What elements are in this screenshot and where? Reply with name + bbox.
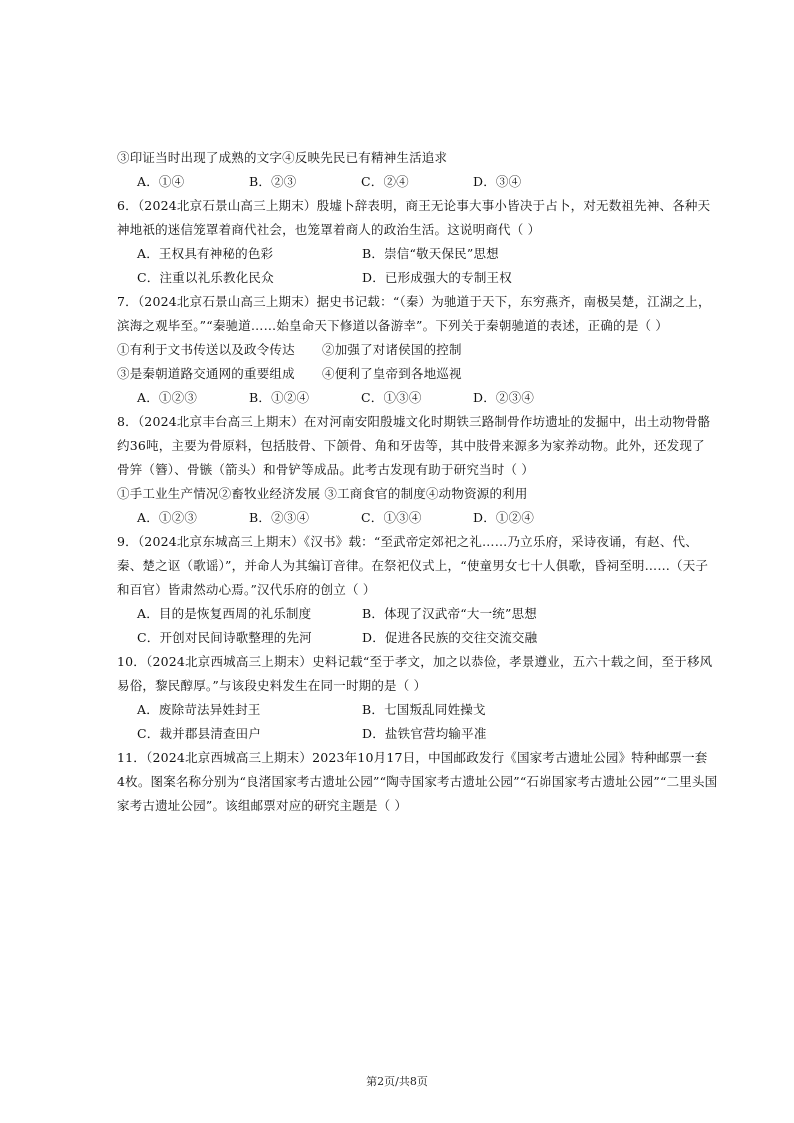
q9-options-row-2 [117, 626, 717, 650]
q10-option-a: A．废除苛法异姓封王 [137, 702, 261, 717]
question-7 [117, 290, 717, 410]
q6-option-b: B．崇信“敬天保民”思想 [362, 246, 499, 261]
page-footer: 第2页/共8页 [366, 1075, 428, 1088]
question-9 [117, 530, 717, 650]
question-6 [117, 194, 717, 290]
q9-stem-line-3: 和百官）皆肃然动心焉。”汉代乐府的创立（ ） [117, 582, 376, 597]
q10-option-d: D．盐铁官营均输平准 [362, 726, 487, 741]
q7-stem-line-1: 7．（2024北京石景山高三上期末）据史书记载：“（秦）为驰道于天下，东穷燕齐，南极吴楚，江湖之上， [117, 294, 711, 309]
q8-stem-line-1: 8．（2024北京丰台高三上期末）在对河南安阳殷墟文化时期铁三路制骨作坊遗址的发掘中，出土动物骨骼 [117, 414, 711, 429]
q10-option-b: B．七国叛乱同姓操戈 [362, 702, 486, 717]
q8-options [117, 506, 717, 530]
q5-option-c: C．②④ [361, 174, 409, 189]
q7-stem-line-2: 滨海之观毕至。”“秦驰道……始皇命天下修道以备游幸”。下列关于秦朝驰道的表述，正确的是（ ） [117, 318, 669, 333]
q11-stem-line-3: 家考古遗址公园”。该组邮票对应的研究主题是（ ） [117, 798, 408, 813]
q6-options-row-1 [117, 242, 717, 266]
q6-stem-line-1: 6．（2024北京石景山高三上期末）殷墟卜辞表明，商王无论事大事小皆决于占卜，对无数祖先神、各种天 [117, 198, 711, 213]
q9-options-row-1 [117, 602, 717, 626]
question-10 [117, 650, 717, 746]
q6-stem-line-2: 神地祇的迷信笼罩着商代社会，也笼罩着商人的政治生活。这说明商代（ ） [117, 222, 541, 237]
q6-options-row-2 [117, 266, 717, 290]
q7-option-a: A．①②③ [137, 390, 198, 405]
q11-stem-line-1: 11．（2024北京西城高三上期末）2023年10月17日，中国邮政发行《国家考古遗址公园》特种邮票一套 [117, 750, 708, 765]
q8-statements: ①手工业生产情况②畜牧业经济发展 ③工商食官的制度④动物资源的利用 [117, 486, 528, 501]
q8-option-d: D．①②④ [473, 510, 535, 525]
q10-options-row-2 [117, 722, 717, 746]
q7-statement-1: ①有利于文书传送以及政令传达 [117, 342, 295, 357]
q7-statements-row-2 [117, 362, 717, 386]
q7-statement-4: ④便利了皇帝到各地巡视 [322, 366, 462, 381]
q7-option-c: C．①③④ [361, 390, 422, 405]
q10-options-row-1 [117, 698, 717, 722]
q11-stem-line-2: 4枚。图案名称分别为“良渚国家考古遗址公园”“陶寺国家考古遗址公园”“石峁国家考古遗址公园”“二里头国 [117, 774, 718, 789]
q8-option-b: B．②③④ [249, 510, 310, 525]
q9-stem-line-2: 秦、楚之讴（歌谣）”，并命人为其编订音律。在祭祀仪式上，“使童男女七十人俱歌，昏祠至明……（天子 [117, 558, 709, 573]
q10-option-c: C．裁并郡县清查田户 [137, 726, 262, 741]
q10-stem-line-2: 易俗，黎民醇厚。”与该段史料发生在同一时期的是（ ） [117, 678, 427, 693]
q9-option-a: A．目的是恢复西周的礼乐制度 [137, 606, 312, 621]
q5-statement: ③印证当时出现了成熟的文字④反映先民已有精神生活追求 [117, 150, 448, 165]
q9-option-b: B．体现了汉武帝“大一统”思想 [362, 606, 537, 621]
q7-statement-2: ②加强了对诸侯国的控制 [322, 342, 462, 357]
q7-statements-row-1 [117, 338, 717, 362]
question-content [117, 146, 717, 818]
q8-stem-line-2: 约36吨，主要为骨原料，包括肢骨、下颌骨、角和牙齿等，其中肢骨来源多为家养动物。此外，还发现了 [117, 438, 705, 453]
q5-option-b: B．②③ [249, 174, 297, 189]
q8-option-c: C．①③④ [361, 510, 422, 525]
q7-option-b: B．①②④ [249, 390, 310, 405]
q8-stem-line-3: 骨笄（簪）、骨镞（箭头）和骨铲等成品。此考古发现有助于研究当时（ ） [117, 462, 535, 477]
q8-option-a: A．①②③ [137, 510, 198, 525]
q6-option-c: C．注重以礼乐教化民众 [137, 270, 274, 285]
q7-option-d: D．②③④ [473, 390, 535, 405]
q5-option-a: A．①④ [137, 174, 185, 189]
q6-option-d: D．已形成强大的专制王权 [362, 270, 512, 285]
q9-option-d: D．促进各民族的交往交流交融 [362, 630, 538, 645]
q7-options [117, 386, 717, 410]
q9-option-c: C．开创对民间诗歌整理的先河 [137, 630, 312, 645]
question-8 [117, 410, 717, 530]
q5-option-d: D．③④ [473, 174, 522, 189]
q7-statement-3: ③是秦朝道路交通网的重要组成 [117, 366, 295, 381]
q10-stem-line-1: 10．（2024北京西城高三上期末）史料记载“至于孝文，加之以恭俭，孝景遵业，五六十载之间，至于移风 [117, 654, 713, 669]
q5-options [117, 170, 717, 194]
q9-stem-line-1: 9．（2024北京东城高三上期末）《汉书》载：“至武帝定郊祀之礼……乃立乐府，采诗夜诵，有赵、代、 [117, 534, 698, 549]
question-11 [117, 746, 717, 818]
q6-option-a: A．王权具有神秘的色彩 [137, 246, 274, 261]
